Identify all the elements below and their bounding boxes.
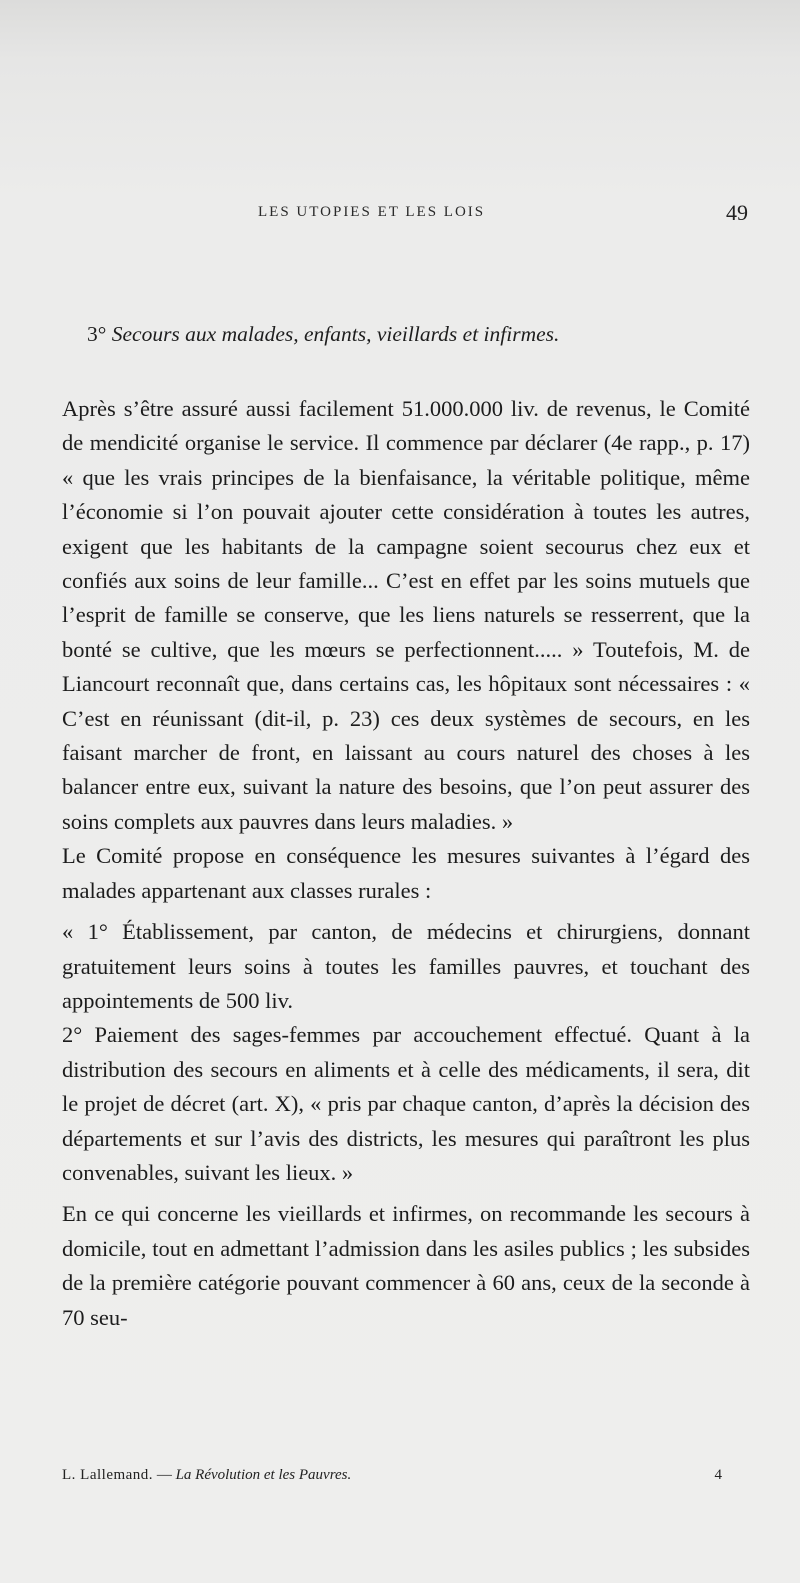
section-title: Secours aux malades, enfants, vieillards et infirmes.: [111, 322, 560, 346]
footer-book-title: La Révolution et les Pauvres.: [175, 1467, 352, 1483]
paragraph: Après s’être assuré aussi facilement 51.000.000 liv. de revenus, le Comité de mendicité organise le service. Il commence par déclarer (4e rapp., p. 17) « que les vrais principes de la bienfaisance, la véritable politique, même l’économie si l’on pouvait ajouter cette considération à toutes les autres, exigent que les habitants de la campagne soient secourus chez eux et confiés aux soins de leur famille... C’est en effet par les soins mutuels que l’esprit de famille se conserve, que les liens naturels se resserrent, que la bonté se cultive, que les mœurs se perfectionnent..... » Toutefois, M. de Liancourt reconnaît que, dans certains cas, les hôpitaux sont nécessaires : « C’est en réunissant (dit-il, p. 23) ces deux systèmes de secours, en les faisant marcher de front, en laissant au cours naturel des choses à les balancer entre eux, suivant la nature des besoins, que l’on peut assurer des soins complets aux pauvres dans leurs maladies. »: [62, 396, 750, 834]
paragraph: En ce qui concerne les vieillards et infirmes, on recommande les secours à domicile, tout en admettant l’admission dans les asiles publics ; les subsides de la première catégorie pouvant commencer à 60 ans, ceux de la seconde à 70 seu-: [62, 1201, 750, 1330]
footer-author: L. Lallemand.: [62, 1467, 154, 1483]
footer-dash: —: [156, 1467, 172, 1483]
footer-signature: 4: [714, 1467, 722, 1483]
running-title: LES UTOPIES ET LES LOIS: [258, 204, 486, 220]
page-number: 49: [726, 200, 748, 225]
body-text: [62, 392, 750, 1335]
section-number: 3°: [87, 322, 107, 346]
running-head: [0, 200, 800, 230]
section-heading: [87, 322, 559, 347]
paragraph: 2° Paiement des sages-femmes par accouchement effectué. Quant à la distribution des secours en aliments et à celle des médicaments, il sera, dit le projet de décret (art. X), « pris par chaque canton, d’après la décision des départements et sur l’avis des districts, les mesures qui paraîtront les plus convenables, suivant les lieux. »: [62, 1022, 750, 1185]
paragraph: « 1° Établissement, par canton, de médecins et chirurgiens, donnant gratuitement leurs soins à toutes les familles pauvres, et touchant des appointements de 500 liv.: [62, 919, 750, 1013]
paragraph: Le Comité propose en conséquence les mesures suivantes à l’égard des malades appartenant aux classes rurales :: [62, 843, 750, 903]
footer: [62, 1467, 722, 1484]
